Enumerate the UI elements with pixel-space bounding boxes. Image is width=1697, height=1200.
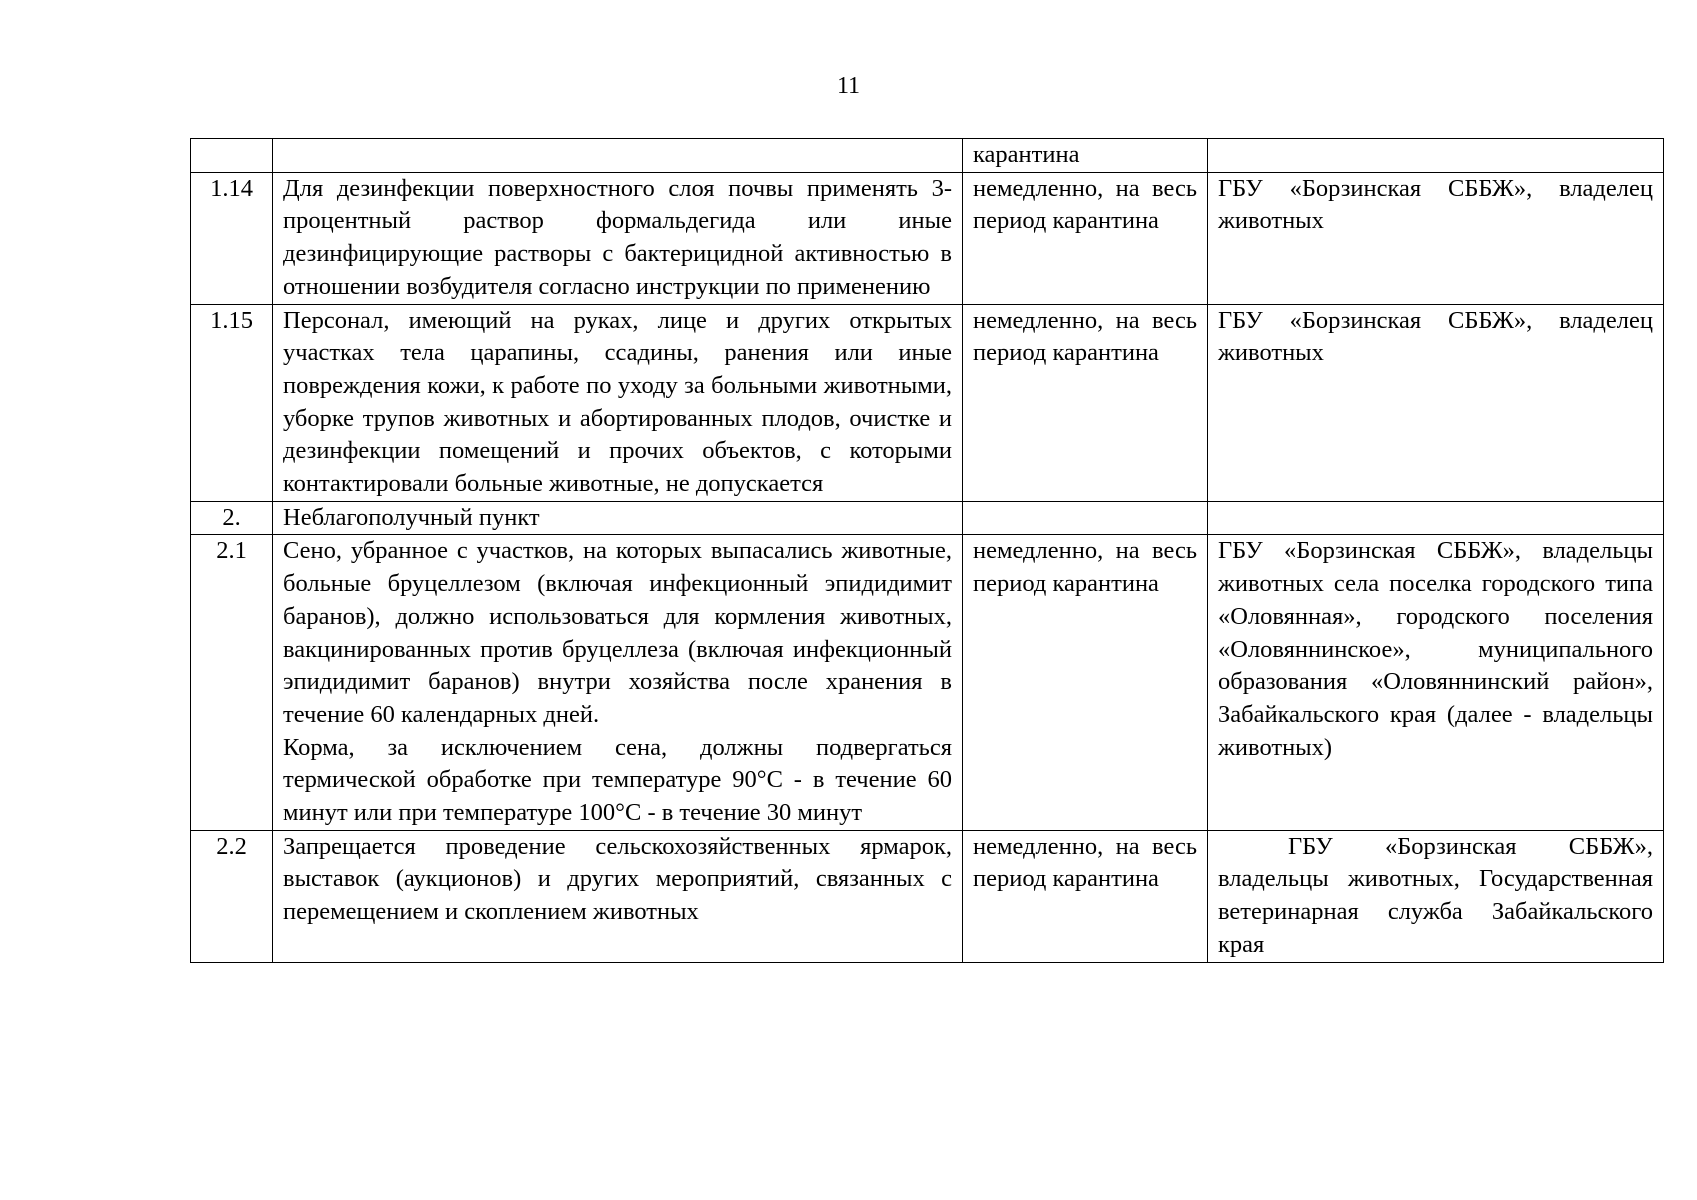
measures-table <box>190 138 1664 963</box>
responsible-cell <box>1208 304 1664 501</box>
row-number-cell: 2.2 <box>191 830 273 962</box>
deadline-cell <box>963 172 1208 304</box>
table-row <box>191 535 1664 830</box>
action-cell <box>273 139 963 173</box>
action-text: Сено, убранное с участков, на которых выпасались животные, больные бруцеллезом (включая инфекционный эпидидимит баранов), должно использоваться для кормления животных, вакцинированных против бруцеллеза (включая инфекционный эпидидимит баранов) внутри хозяйства после хранения в течение 60 календарных дней. <box>283 537 952 728</box>
action-cell <box>273 304 963 501</box>
table-row <box>191 304 1664 501</box>
responsible-cell <box>1208 501 1664 535</box>
action-text: Корма, за исключением сена, должны подвергаться термической обработке при температуре 90°С - в течение 60 минут или при температуре 100°С - в течение 30 минут <box>283 733 952 827</box>
row-number-cell: 1.14 <box>191 172 273 304</box>
action-text: Для дезинфекции поверхностного слоя почвы применять 3-процентный раствор формальдегида или иные дезинфицирующие растворы с бактерицидной активностью в отношении возбудителя согласно инструкции по применению <box>283 174 952 300</box>
action-cell <box>273 501 963 535</box>
action-text: Персонал, имеющий на руках, лице и других открытых участках тела царапины, ссадины, ранения или иные повреждения кожи, к работе по уходу за больными животными, уборке трупов животных и абортированных плодов, очистке и дезинфекции помещений и прочих объектов, с которыми контактировали больные животные, не допускается <box>283 306 952 498</box>
action-cell <box>273 172 963 304</box>
responsible-cell <box>1208 535 1664 830</box>
responsible-text: ГБУ «Борзинская СББЖ», владельцы животных, Государственная ветеринарная служба Забайкальского края <box>1218 832 1653 958</box>
table-row <box>191 830 1664 962</box>
row-number-cell: 2.1 <box>191 535 273 830</box>
responsible-text: ГБУ «Борзинская СББЖ», владелец животных <box>1218 174 1653 235</box>
section-title: Неблагополучный пункт <box>283 503 540 531</box>
responsible-cell <box>1208 172 1664 304</box>
deadline-cell <box>963 535 1208 830</box>
deadline-cell <box>963 501 1208 535</box>
responsible-text: ГБУ «Борзинская СББЖ», владелец животных <box>1218 306 1653 367</box>
table-row <box>191 139 1664 173</box>
table-row <box>191 501 1664 535</box>
deadline-text: немедленно, на весь период карантина <box>973 174 1197 235</box>
deadline-text: немедленно, на весь период карантина <box>973 306 1197 367</box>
deadline-text: немедленно, на весь период карантина <box>973 537 1197 598</box>
table-row <box>191 172 1664 304</box>
deadline-cell <box>963 304 1208 501</box>
page-number: 11 <box>836 73 861 99</box>
deadline-cell <box>963 830 1208 962</box>
deadline-text: немедленно, на весь период карантина <box>973 832 1197 893</box>
action-cell <box>273 830 963 962</box>
action-cell <box>273 535 963 830</box>
row-number-cell: 2. <box>191 501 273 535</box>
deadline-cell <box>963 139 1208 173</box>
deadline-text: карантина <box>973 141 1080 168</box>
responsible-cell <box>1208 830 1664 962</box>
row-number-cell: 1.15 <box>191 304 273 501</box>
responsible-cell <box>1208 139 1664 173</box>
responsible-text: ГБУ «Борзинская СББЖ», владельцы животных села поселка городского типа «Оловянная», городского поселения «Оловяннинское», муниципального образования «Оловяннинский район», Забайкальского края (далее - владельцы животных) <box>1218 537 1653 761</box>
action-text: Запрещается проведение сельскохозяйственных ярмарок, выставок (аукционов) и других мероприятий, связанных с перемещением и скоплением животных <box>283 832 952 926</box>
row-number-cell <box>191 139 273 173</box>
